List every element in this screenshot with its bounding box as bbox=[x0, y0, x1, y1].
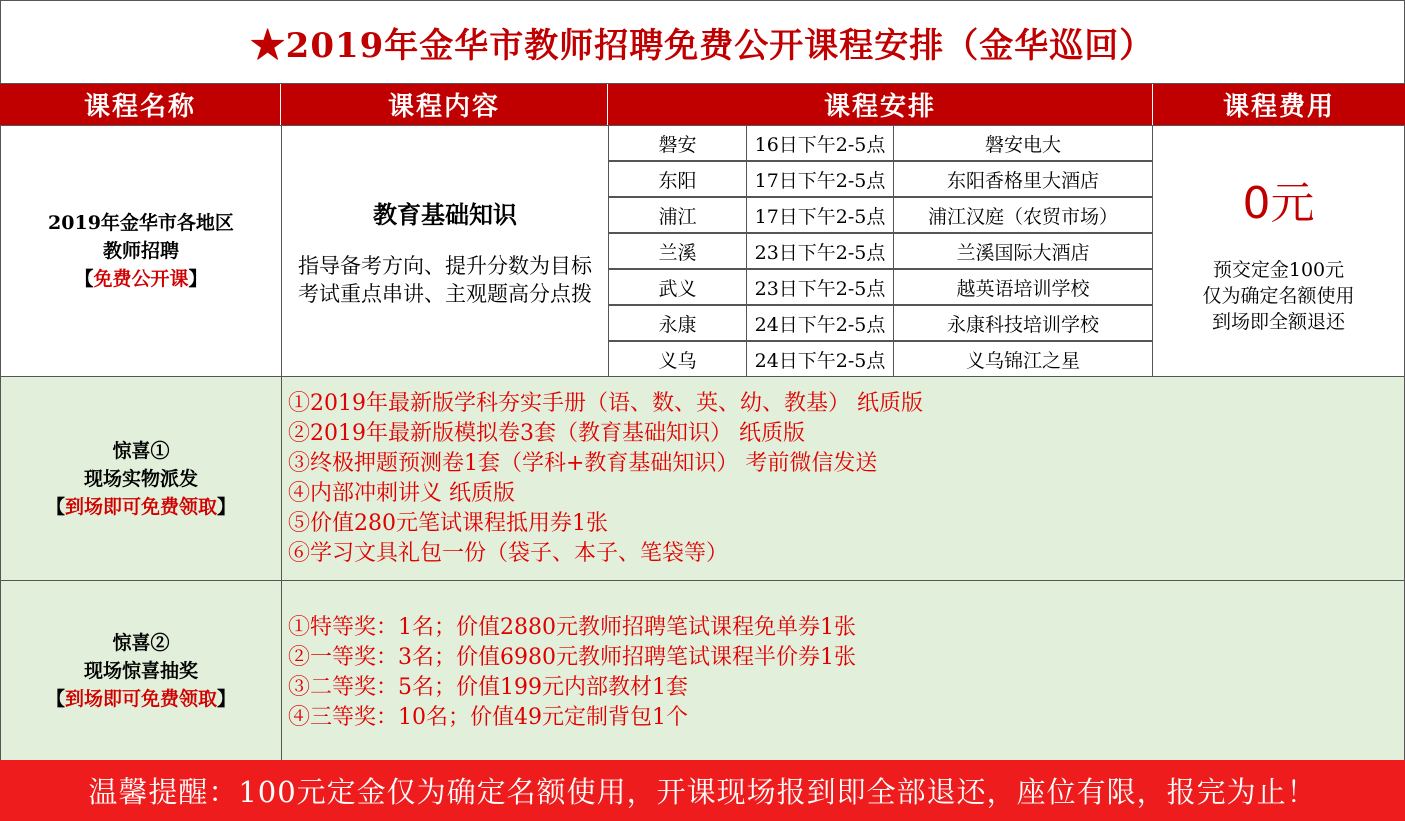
surprise2-label-cell bbox=[0, 580, 282, 761]
surprise1-gift-list bbox=[282, 377, 1404, 569]
surprise2-title: 惊喜② bbox=[112, 631, 170, 654]
course-content-cell bbox=[281, 125, 609, 377]
surprise2-tag bbox=[46, 685, 236, 713]
bracket-open: 【 bbox=[45, 495, 65, 518]
schedule-row bbox=[608, 233, 1153, 269]
schedule-city: 浦江 bbox=[608, 197, 747, 233]
list-item: ⑤价值280元笔试课程抵用券1张 bbox=[288, 511, 608, 536]
schedule-venue: 兰溪国际大酒店 bbox=[893, 233, 1153, 269]
list-item: ④三等奖：10名；价值49元定制背包1个 bbox=[288, 705, 688, 730]
bracket-open: 【 bbox=[74, 268, 94, 290]
fee-line-1: 预交定金100元 bbox=[1212, 259, 1345, 281]
course-name-line1: 2019年金华市各地区 bbox=[48, 212, 234, 234]
surprise1-tag bbox=[46, 493, 236, 521]
surprise1-label-cell bbox=[0, 376, 282, 581]
schedule-row bbox=[608, 305, 1153, 341]
schedule-city: 东阳 bbox=[608, 161, 747, 197]
schedule-time: 24日下午2-5点 bbox=[746, 305, 894, 341]
list-item: ②2019年最新版模拟卷3套（教育基础知识） 纸质版 bbox=[288, 421, 805, 446]
content-line-1: 指导备考方向、提升分数为目标 bbox=[298, 253, 592, 278]
fee-line-3: 到场即全额退还 bbox=[1211, 311, 1345, 333]
surprise1-subtitle: 现场实物派发 bbox=[83, 467, 198, 490]
footer-reminder: 温馨提醒：100元定金仅为确定名额使用，开课现场报到即全部退还，座位有限，报完为止！ bbox=[0, 760, 1405, 821]
schedule-time: 23日下午2-5点 bbox=[746, 269, 894, 305]
free-claim-label: 到场即可免费领取 bbox=[64, 687, 217, 710]
bracket-close: 】 bbox=[188, 268, 208, 290]
course-name-line2: 教师招聘 bbox=[102, 240, 179, 262]
content-title: 教育基础知识 bbox=[373, 199, 517, 229]
list-item: ①特等奖：1名；价值2880元教师招聘笔试课程免单券1张 bbox=[288, 615, 856, 640]
schedule-city: 永康 bbox=[608, 305, 747, 341]
free-course-label: 免费公开课 bbox=[93, 268, 189, 290]
surprise1-list-cell bbox=[281, 376, 1405, 581]
schedule-city: 武义 bbox=[608, 269, 747, 305]
bracket-close: 】 bbox=[217, 495, 237, 518]
content-line-2: 考试重点串讲、主观题高分点拨 bbox=[298, 281, 592, 306]
page-title: ★2019年金华市教师招聘免费公开课程安排（金华巡回） bbox=[0, 0, 1405, 84]
schedule-row bbox=[608, 125, 1153, 161]
schedule-time: 17日下午2-5点 bbox=[746, 161, 894, 197]
course-name-cell bbox=[0, 125, 282, 377]
schedule-city: 磐安 bbox=[608, 125, 747, 161]
list-item: ②一等奖：3名；价值6980元教师招聘笔试课程半价券1张 bbox=[288, 645, 856, 670]
list-item: ③终极押题预测卷1套（学科+教育基础知识） 考前微信发送 bbox=[288, 451, 878, 476]
course-fee-cell bbox=[1152, 125, 1405, 377]
schedule-row bbox=[608, 161, 1153, 197]
free-claim-label: 到场即可免费领取 bbox=[64, 495, 217, 518]
list-item: ③二等奖：5名；价值199元内部教材1套 bbox=[288, 675, 688, 700]
schedule-venue: 义乌锦江之星 bbox=[893, 341, 1153, 377]
schedule-time: 24日下午2-5点 bbox=[746, 341, 894, 377]
schedule-venue: 东阳香格里大酒店 bbox=[893, 161, 1153, 197]
bracket-close: 】 bbox=[217, 687, 237, 710]
list-item: ④内部冲刺讲义 纸质版 bbox=[288, 481, 515, 506]
schedule-city: 义乌 bbox=[608, 341, 747, 377]
schedule-row bbox=[608, 197, 1153, 233]
fee-line-2: 仅为确定名额使用 bbox=[1202, 285, 1355, 307]
schedule-venue: 越英语培训学校 bbox=[893, 269, 1153, 305]
schedule-row bbox=[608, 269, 1153, 305]
list-item: ①2019年最新版学科夯实手册（语、数、英、幼、教基） 纸质版 bbox=[288, 391, 923, 416]
header-course-schedule: 课程安排 bbox=[608, 84, 1153, 125]
header-course-name: 课程名称 bbox=[0, 84, 281, 125]
schedule-city: 兰溪 bbox=[608, 233, 747, 269]
list-item: ⑥学习文具礼包一份（袋子、本子、笔袋等） bbox=[288, 541, 729, 566]
surprise2-list-cell bbox=[281, 580, 1405, 761]
schedule-time: 17日下午2-5点 bbox=[746, 197, 894, 233]
schedule-row bbox=[608, 341, 1153, 377]
surprise2-prize-list bbox=[282, 581, 1404, 733]
schedule-venue: 浦江汉庭（农贸市场） bbox=[893, 197, 1153, 233]
schedule-venue: 磐安电大 bbox=[893, 125, 1153, 161]
header-course-fee: 课程费用 bbox=[1153, 84, 1405, 125]
schedule-time: 16日下午2-5点 bbox=[746, 125, 894, 161]
fee-amount: 0元 bbox=[1242, 178, 1315, 229]
surprise1-title: 惊喜① bbox=[112, 439, 170, 462]
schedule-time: 23日下午2-5点 bbox=[746, 233, 894, 269]
surprise2-subtitle: 现场惊喜抽奖 bbox=[83, 659, 198, 682]
bracket-open: 【 bbox=[45, 687, 65, 710]
course-name-tag bbox=[74, 265, 207, 293]
schedule-venue: 永康科技培训学校 bbox=[893, 305, 1153, 341]
header-course-content: 课程内容 bbox=[281, 84, 608, 125]
